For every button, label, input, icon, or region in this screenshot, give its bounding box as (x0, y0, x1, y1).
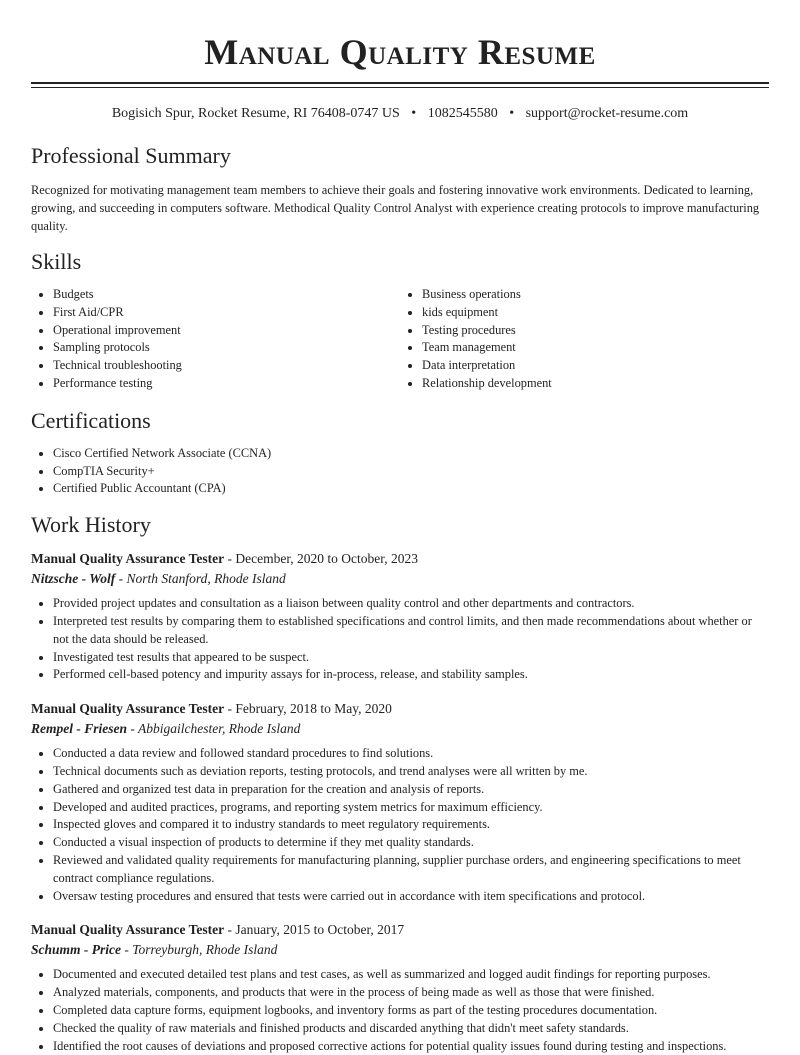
job-title: Manual Quality Assurance Tester (31, 922, 225, 938)
company-name: Schumm - Price (31, 942, 121, 958)
certifications-section (31, 406, 769, 498)
company-name: Rempel - Friesen (31, 721, 127, 737)
job-dates: - January, 2015 to October, 2017 (224, 922, 405, 938)
list-item: • kids equipment (422, 304, 769, 322)
job-entry (31, 699, 769, 905)
job-dates: - December, 2020 to October, 2023 (224, 551, 418, 567)
job-title: Manual Quality Assurance Tester (31, 701, 225, 717)
job-title-line (31, 549, 769, 569)
header-divider-thick (31, 82, 769, 84)
job-title-line (31, 920, 769, 940)
list-item: • Inspected gloves and compared it to industry standards to meet regulatory requirements. (53, 816, 769, 834)
contact-separator: • (411, 106, 417, 121)
company-line (31, 940, 769, 960)
contact-separator: • (509, 106, 515, 121)
certifications-list (31, 445, 769, 498)
job-bullets (31, 745, 769, 905)
contact-email: support@rocket-resume.com (525, 106, 689, 121)
job-bullets (31, 966, 769, 1055)
list-item: • Developed and audited practices, programs, and reporting system metrics for maximum efficiency. (53, 799, 769, 817)
list-item: • CompTIA Security+ (53, 463, 769, 481)
list-item: • Performed cell-based potency and impurity assays for in-process, release, and stability samples. (53, 666, 769, 684)
list-item: • Certified Public Accountant (CPA) (53, 480, 769, 498)
jobs-container (31, 549, 769, 1055)
job-bullets (31, 595, 769, 684)
list-item: • Budgets (53, 286, 400, 304)
list-item: • Sampling protocols (53, 339, 400, 357)
list-item: • Technical documents such as deviation reports, testing protocols, and trend analyses were all written by me. (53, 763, 769, 781)
job-entry (31, 549, 769, 684)
list-item: • Cisco Certified Network Associate (CCNA) (53, 445, 769, 463)
summary-text: Recognized for motivating management team members to achieve their goals and fostering innovative work environments. Dedicated to learning, growing, and succeeding in computers software. Methodical Quality Control Analyst with experience creating protocols to improve manufacturing quality. (31, 183, 760, 233)
skills-list-right (400, 286, 769, 393)
list-item: • Gathered and organized test data in preparation for the creation and analysis of reports. (53, 781, 769, 799)
company-location: - North Stanford, Rhode Island (115, 571, 286, 587)
list-item: • Interpreted test results by comparing them to established specifications and control limits, and then made recommendations about whether or not the data should be released. (53, 613, 769, 649)
list-item: • First Aid/CPR (53, 304, 400, 322)
list-item: • Data interpretation (422, 357, 769, 375)
job-title: Manual Quality Assurance Tester (31, 551, 225, 567)
list-item: • Investigated test results that appeared to be suspect. (53, 649, 769, 667)
company-line (31, 719, 769, 739)
list-item: • Conducted a visual inspection of products to determine if they met quality standards. (53, 834, 769, 852)
list-item: • Completed data capture forms, equipment logbooks, and inventory forms as part of the testing procedures documentation. (53, 1002, 769, 1020)
contact-address: Bogisich Spur, Rocket Resume, RI 76408-0747 US (111, 106, 400, 121)
list-item: • Checked the quality of raw materials and finished products and discarded anything that didn't meet safety standards. (53, 1020, 769, 1038)
list-item: • Relationship development (422, 375, 769, 393)
list-item: • Testing procedures (422, 322, 769, 340)
work-history-section (31, 510, 769, 1055)
skills-section (31, 247, 769, 393)
company-line (31, 569, 769, 589)
list-item: • Technical troubleshooting (53, 357, 400, 375)
list-item: • Documented and executed detailed test plans and test cases, as well as summarized and logged audit findings for reporting purposes. (53, 966, 769, 984)
list-item: • Performance testing (53, 375, 400, 393)
skills-heading: Skills (31, 249, 82, 274)
contact-line (31, 104, 769, 124)
list-item: • Identified the root causes of deviations and proposed corrective actions for potential quality issues found during testing and inspections. (53, 1038, 769, 1055)
work-history-heading: Work History (31, 512, 151, 538)
summary-heading: Professional Summary (31, 143, 231, 168)
company-location: - Torreyburgh, Rhode Island (121, 942, 278, 958)
list-item: • Analyzed materials, components, and products that were in the process of being made as well as those that were finished. (53, 984, 769, 1002)
contact-phone: 1082545580 (427, 106, 498, 121)
list-item: • Team management (422, 339, 769, 357)
summary-section (31, 141, 769, 235)
header-divider-thin (31, 87, 769, 88)
list-item: • Business operations (422, 286, 769, 304)
company-location: - Abbigailchester, Rhode Island (127, 721, 301, 737)
certifications-heading: Certifications (31, 407, 151, 433)
list-item: • Provided project updates and consultation as a liaison between quality control and other departments and contractors. (53, 595, 769, 613)
list-item: • Operational improvement (53, 322, 400, 340)
job-title-line (31, 699, 769, 719)
skills-columns (31, 286, 769, 393)
skills-list-left (31, 286, 400, 393)
list-item: • Oversaw testing procedures and ensured that tests were carried out in accordance with item specifications and protocol. (53, 888, 769, 906)
resume-name: Manual Quality Resume (204, 32, 596, 72)
company-name: Nitzsche - Wolf (31, 571, 116, 587)
list-item: • Reviewed and validated quality requirements for manufacturing planning, supplier purchase orders, and engineering specifications to meet contract compliance regulations. (53, 852, 769, 888)
list-item: • Conducted a data review and followed standard procedures to find solutions. (53, 745, 769, 763)
job-dates: - February, 2018 to May, 2020 (224, 701, 392, 717)
